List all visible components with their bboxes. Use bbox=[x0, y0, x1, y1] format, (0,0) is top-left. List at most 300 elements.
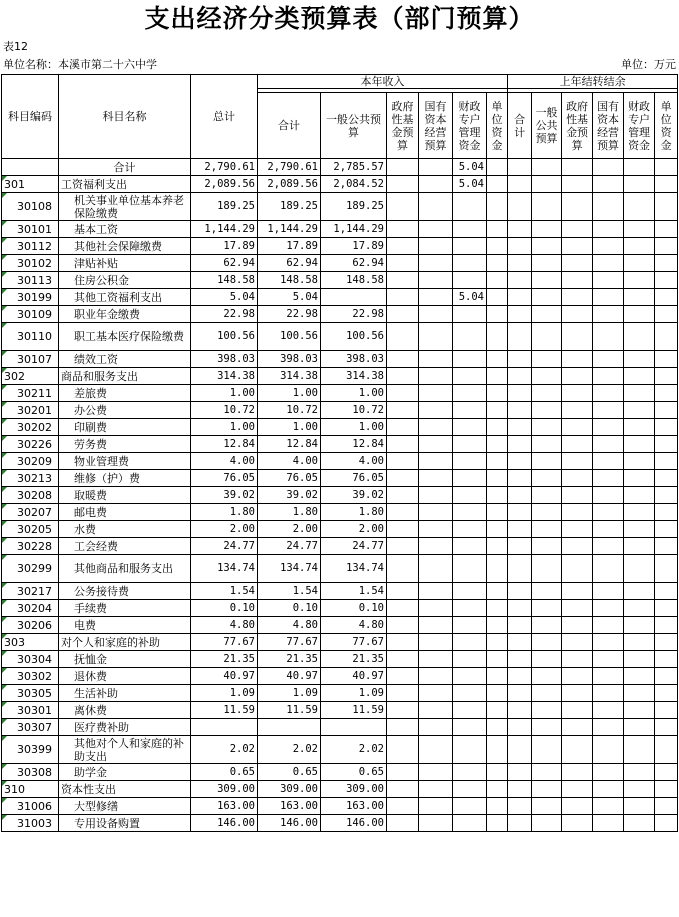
cell-prev-state-capital bbox=[593, 289, 624, 306]
cell-code-text: 30101 bbox=[17, 222, 52, 236]
cell-total bbox=[191, 521, 258, 538]
cell-cur-gov-fund bbox=[387, 538, 419, 555]
cell-cur-general-text: 10.72 bbox=[352, 403, 384, 416]
header-prev-year: 上年结转结余 bbox=[508, 75, 678, 89]
cell-marker-icon bbox=[2, 798, 7, 803]
cell-prev-fiscal-account bbox=[624, 368, 655, 385]
cell-cur-gov-fund bbox=[387, 272, 419, 289]
cell-total-text: 1.80 bbox=[229, 505, 255, 518]
cell-cur-gov-fund bbox=[387, 487, 419, 504]
cell-prev-state-capital bbox=[593, 521, 624, 538]
table-row bbox=[2, 351, 678, 368]
cell-total bbox=[191, 193, 258, 221]
cell-cur-fiscal-account bbox=[453, 583, 487, 600]
cell-cur-general-text: 39.02 bbox=[352, 488, 384, 501]
cell-prev-fiscal-account bbox=[624, 159, 655, 176]
cell-cur-general-text: 1.54 bbox=[358, 584, 384, 597]
cell-cur-sum-text: 21.35 bbox=[286, 652, 318, 665]
table-header bbox=[2, 75, 678, 159]
cell-cur-general bbox=[321, 685, 387, 702]
cell-cur-sum bbox=[258, 470, 321, 487]
cell-code-text: 302 bbox=[4, 369, 25, 383]
cell-cur-unit-fund bbox=[487, 470, 508, 487]
cell-cur-fiscal-account bbox=[453, 538, 487, 555]
cell-name bbox=[59, 385, 191, 402]
cell-name bbox=[59, 555, 191, 583]
cell-cur-general bbox=[321, 736, 387, 764]
cell-cur-fiscal-account bbox=[453, 521, 487, 538]
cell-cur-state-capital bbox=[419, 555, 453, 583]
cell-cur-state-capital bbox=[419, 504, 453, 521]
cell-prev-gov-fund bbox=[562, 470, 593, 487]
cell-cur-sum-text: 1,144.29 bbox=[267, 222, 318, 235]
cell-cur-state-capital bbox=[419, 538, 453, 555]
cell-total-text: 146.00 bbox=[217, 816, 255, 829]
cell-prev-gov-fund bbox=[562, 351, 593, 368]
cell-prev-state-capital bbox=[593, 487, 624, 504]
cell-prev-unit-fund bbox=[655, 600, 678, 617]
cell-code-text: 30226 bbox=[17, 437, 52, 451]
cell-cur-unit-fund bbox=[487, 221, 508, 238]
cell-cur-sum-text: 2.00 bbox=[292, 522, 318, 535]
cell-cur-fiscal-account bbox=[453, 668, 487, 685]
cell-prev-general bbox=[532, 685, 562, 702]
cell-marker-icon bbox=[2, 193, 7, 198]
cell-cur-unit-fund bbox=[487, 781, 508, 798]
cell-total-text: 21.35 bbox=[223, 652, 255, 665]
cell-cur-general-text: 2.02 bbox=[358, 743, 384, 755]
cell-cur-sum bbox=[258, 798, 321, 815]
cell-prev-general bbox=[532, 736, 562, 764]
cell-prev-unit-fund bbox=[655, 453, 678, 470]
cell-cur-state-capital bbox=[419, 521, 453, 538]
header-cur-unit-fund: 单位资金 bbox=[487, 93, 508, 159]
cell-cur-fiscal-account bbox=[453, 617, 487, 634]
cell-prev-unit-fund bbox=[655, 504, 678, 521]
cell-code-text: 31006 bbox=[17, 799, 52, 813]
cell-prev-gov-fund bbox=[562, 583, 593, 600]
cell-prev-general bbox=[532, 351, 562, 368]
cell-code bbox=[2, 781, 59, 798]
cell-cur-state-capital bbox=[419, 651, 453, 668]
cell-cur-sum bbox=[258, 538, 321, 555]
cell-cur-fiscal-account bbox=[453, 402, 487, 419]
cell-cur-gov-fund bbox=[387, 504, 419, 521]
cell-marker-icon bbox=[2, 238, 7, 243]
cell-marker-icon bbox=[2, 685, 7, 690]
cell-name bbox=[59, 798, 191, 815]
cell-cur-sum bbox=[258, 487, 321, 504]
cell-name bbox=[59, 176, 191, 193]
cell-code-text: 30213 bbox=[17, 471, 52, 485]
cell-cur-general bbox=[321, 402, 387, 419]
table-row bbox=[2, 323, 678, 351]
table-row bbox=[2, 600, 678, 617]
cell-prev-general bbox=[532, 634, 562, 651]
cell-code-text: 30301 bbox=[17, 703, 52, 717]
cell-prev-state-capital bbox=[593, 719, 624, 736]
cell-prev-gov-fund bbox=[562, 368, 593, 385]
cell-code bbox=[2, 436, 59, 453]
cell-name-text: 助学金 bbox=[74, 765, 107, 779]
cell-cur-unit-fund bbox=[487, 385, 508, 402]
cell-code-text: 30108 bbox=[17, 200, 52, 213]
cell-prev-fiscal-account bbox=[624, 385, 655, 402]
cell-cur-sum-text: 0.65 bbox=[292, 765, 318, 778]
cell-code-text: 30228 bbox=[17, 539, 52, 553]
cell-total bbox=[191, 583, 258, 600]
cell-code-text: 30305 bbox=[17, 686, 52, 700]
cell-cur-general bbox=[321, 419, 387, 436]
cell-cur-general-text: 22.98 bbox=[352, 307, 384, 320]
cell-name-text: 住房公积金 bbox=[74, 273, 129, 287]
cell-cur-sum-text: 4.80 bbox=[292, 618, 318, 631]
cell-cur-state-capital bbox=[419, 368, 453, 385]
cell-cur-unit-fund bbox=[487, 255, 508, 272]
cell-total bbox=[191, 487, 258, 504]
cell-prev-unit-fund bbox=[655, 306, 678, 323]
cell-cur-state-capital bbox=[419, 736, 453, 764]
cell-cur-general-text: 12.84 bbox=[352, 437, 384, 450]
cell-name bbox=[59, 402, 191, 419]
cell-marker-icon bbox=[2, 617, 7, 622]
cell-cur-fiscal-account bbox=[453, 306, 487, 323]
cell-prev-fiscal-account bbox=[624, 272, 655, 289]
cell-total bbox=[191, 764, 258, 781]
cell-marker-icon bbox=[2, 538, 7, 543]
table-row bbox=[2, 798, 678, 815]
cell-prev-sum bbox=[508, 436, 532, 453]
table-row bbox=[2, 368, 678, 385]
cell-cur-fiscal-account bbox=[453, 436, 487, 453]
cell-name bbox=[59, 487, 191, 504]
cell-prev-sum bbox=[508, 634, 532, 651]
cell-name bbox=[59, 634, 191, 651]
cell-cur-gov-fund bbox=[387, 453, 419, 470]
cell-prev-fiscal-account bbox=[624, 323, 655, 351]
cell-code bbox=[2, 521, 59, 538]
cell-prev-unit-fund bbox=[655, 385, 678, 402]
cell-cur-gov-fund bbox=[387, 583, 419, 600]
cell-total-text: 2.02 bbox=[229, 743, 255, 755]
cell-cur-unit-fund bbox=[487, 600, 508, 617]
cell-total-text: 134.74 bbox=[217, 562, 255, 574]
cell-cur-unit-fund bbox=[487, 617, 508, 634]
cell-total-text: 24.77 bbox=[223, 539, 255, 552]
cell-prev-unit-fund bbox=[655, 634, 678, 651]
cell-prev-general bbox=[532, 368, 562, 385]
table-row bbox=[2, 289, 678, 306]
table-row bbox=[2, 453, 678, 470]
cell-prev-gov-fund bbox=[562, 238, 593, 255]
cell-cur-state-capital bbox=[419, 385, 453, 402]
cell-prev-unit-fund bbox=[655, 668, 678, 685]
cell-prev-sum bbox=[508, 306, 532, 323]
cell-prev-state-capital bbox=[593, 583, 624, 600]
cell-cur-sum-text: 22.98 bbox=[286, 307, 318, 320]
cell-cur-sum bbox=[258, 306, 321, 323]
cell-prev-unit-fund bbox=[655, 193, 678, 221]
cell-total bbox=[191, 504, 258, 521]
cell-prev-gov-fund bbox=[562, 255, 593, 272]
cell-prev-sum bbox=[508, 617, 532, 634]
cell-prev-unit-fund bbox=[655, 617, 678, 634]
table-row bbox=[2, 504, 678, 521]
cell-cur-sum bbox=[258, 651, 321, 668]
cell-name bbox=[59, 651, 191, 668]
cell-code bbox=[2, 289, 59, 306]
cell-cur-general bbox=[321, 255, 387, 272]
cell-prev-unit-fund bbox=[655, 764, 678, 781]
cell-cur-gov-fund bbox=[387, 289, 419, 306]
cell-prev-gov-fund bbox=[562, 634, 593, 651]
cell-total-text: 4.80 bbox=[229, 618, 255, 631]
cell-code-text: 30399 bbox=[17, 743, 52, 756]
cell-cur-state-capital bbox=[419, 798, 453, 815]
cell-prev-fiscal-account bbox=[624, 453, 655, 470]
cell-prev-fiscal-account bbox=[624, 781, 655, 798]
table-row bbox=[2, 736, 678, 764]
cell-cur-general-text: 62.94 bbox=[352, 256, 384, 269]
cell-name bbox=[59, 453, 191, 470]
cell-prev-state-capital bbox=[593, 504, 624, 521]
cell-name-text: 邮电费 bbox=[74, 505, 107, 519]
cell-cur-gov-fund bbox=[387, 221, 419, 238]
cell-name bbox=[59, 719, 191, 736]
cell-cur-general bbox=[321, 176, 387, 193]
cell-cur-state-capital bbox=[419, 815, 453, 832]
cell-total-text: 1,144.29 bbox=[204, 222, 255, 235]
cell-prev-gov-fund bbox=[562, 385, 593, 402]
cell-prev-unit-fund bbox=[655, 702, 678, 719]
cell-code-text: 30112 bbox=[17, 239, 52, 253]
cell-prev-state-capital bbox=[593, 702, 624, 719]
cell-prev-general bbox=[532, 781, 562, 798]
cell-cur-unit-fund bbox=[487, 504, 508, 521]
cell-cur-sum bbox=[258, 351, 321, 368]
cell-prev-fiscal-account bbox=[624, 470, 655, 487]
table-row bbox=[2, 555, 678, 583]
cell-cur-state-capital bbox=[419, 159, 453, 176]
cell-cur-general-text: 163.00 bbox=[346, 799, 384, 812]
cell-code-text: 310 bbox=[4, 782, 25, 796]
cell-prev-fiscal-account bbox=[624, 798, 655, 815]
table-row bbox=[2, 702, 678, 719]
cell-cur-sum-text: 1.00 bbox=[292, 420, 318, 433]
cell-prev-general bbox=[532, 221, 562, 238]
cell-prev-sum bbox=[508, 798, 532, 815]
cell-name-text: 维修（护）费 bbox=[74, 471, 140, 485]
cell-prev-gov-fund bbox=[562, 651, 593, 668]
cell-cur-sum bbox=[258, 815, 321, 832]
cell-prev-general bbox=[532, 176, 562, 193]
cell-marker-icon bbox=[2, 815, 7, 820]
cell-name bbox=[59, 736, 191, 764]
cell-cur-fiscal-account-text: 5.04 bbox=[458, 177, 484, 190]
cell-code-text: 30109 bbox=[17, 307, 52, 321]
cell-cur-unit-fund bbox=[487, 815, 508, 832]
cell-prev-gov-fund bbox=[562, 600, 593, 617]
cell-prev-unit-fund bbox=[655, 323, 678, 351]
cell-marker-icon bbox=[2, 764, 7, 769]
cell-cur-general bbox=[321, 815, 387, 832]
cell-name-text: 生活补助 bbox=[74, 686, 118, 700]
cell-prev-general bbox=[532, 719, 562, 736]
cell-name-text: 其他社会保障缴费 bbox=[74, 239, 162, 253]
cell-prev-sum bbox=[508, 272, 532, 289]
cell-code bbox=[2, 651, 59, 668]
cell-cur-general bbox=[321, 583, 387, 600]
cell-cur-gov-fund bbox=[387, 815, 419, 832]
cell-cur-unit-fund bbox=[487, 719, 508, 736]
cell-total bbox=[191, 453, 258, 470]
cell-prev-general bbox=[532, 402, 562, 419]
cell-name-text: 手续费 bbox=[74, 601, 107, 615]
cell-code-text: 30308 bbox=[17, 765, 52, 779]
cell-cur-unit-fund bbox=[487, 272, 508, 289]
cell-total-text: 100.56 bbox=[217, 330, 255, 342]
cell-prev-general bbox=[532, 385, 562, 402]
cell-cur-general bbox=[321, 368, 387, 385]
cell-prev-gov-fund bbox=[562, 504, 593, 521]
cell-name-text: 印刷费 bbox=[74, 420, 107, 434]
cell-name-text: 资本性支出 bbox=[61, 782, 116, 796]
cell-marker-icon bbox=[2, 668, 7, 673]
cell-cur-state-capital bbox=[419, 470, 453, 487]
cell-cur-state-capital bbox=[419, 419, 453, 436]
cell-total-text: 2,790.61 bbox=[204, 160, 255, 173]
cell-cur-general bbox=[321, 453, 387, 470]
cell-cur-fiscal-account bbox=[453, 600, 487, 617]
cell-marker-icon bbox=[2, 470, 7, 475]
cell-cur-gov-fund bbox=[387, 651, 419, 668]
cell-code-text: 30204 bbox=[17, 601, 52, 615]
table-row bbox=[2, 583, 678, 600]
cell-code bbox=[2, 702, 59, 719]
cell-prev-gov-fund bbox=[562, 668, 593, 685]
cell-prev-sum bbox=[508, 815, 532, 832]
cell-prev-state-capital bbox=[593, 651, 624, 668]
table-row bbox=[2, 419, 678, 436]
table-row bbox=[2, 306, 678, 323]
cell-code bbox=[2, 470, 59, 487]
cell-cur-fiscal-account bbox=[453, 368, 487, 385]
cell-total-text: 62.94 bbox=[223, 256, 255, 269]
cell-prev-general bbox=[532, 764, 562, 781]
table-row bbox=[2, 815, 678, 832]
cell-prev-general bbox=[532, 538, 562, 555]
cell-cur-general bbox=[321, 798, 387, 815]
cell-cur-sum-text: 314.38 bbox=[280, 369, 318, 382]
cell-total-text: 2.00 bbox=[229, 522, 255, 535]
cell-name bbox=[59, 289, 191, 306]
cell-code-text: 30299 bbox=[17, 562, 52, 575]
cell-cur-gov-fund bbox=[387, 419, 419, 436]
cell-total bbox=[191, 255, 258, 272]
table-row bbox=[2, 385, 678, 402]
cell-cur-general bbox=[321, 193, 387, 221]
cell-cur-unit-fund bbox=[487, 436, 508, 453]
cell-code-text: 30209 bbox=[17, 454, 52, 468]
cell-marker-icon bbox=[2, 702, 7, 707]
cell-code bbox=[2, 504, 59, 521]
cell-cur-fiscal-account bbox=[453, 221, 487, 238]
cell-cur-fiscal-account bbox=[453, 781, 487, 798]
cell-prev-unit-fund bbox=[655, 555, 678, 583]
cell-cur-unit-fund bbox=[487, 453, 508, 470]
cell-prev-state-capital bbox=[593, 736, 624, 764]
cell-prev-fiscal-account bbox=[624, 764, 655, 781]
cell-cur-sum bbox=[258, 600, 321, 617]
cell-cur-general bbox=[321, 289, 387, 306]
cell-prev-unit-fund bbox=[655, 419, 678, 436]
cell-total bbox=[191, 238, 258, 255]
cell-code bbox=[2, 487, 59, 504]
cell-total-text: 12.84 bbox=[223, 437, 255, 450]
cell-code-text: 30110 bbox=[17, 330, 52, 343]
cell-total-text: 1.00 bbox=[229, 420, 255, 433]
cell-name bbox=[59, 436, 191, 453]
cell-code-text: 31003 bbox=[17, 816, 52, 830]
cell-prev-sum bbox=[508, 193, 532, 221]
cell-cur-sum-text: 2,790.61 bbox=[267, 160, 318, 173]
cell-total bbox=[191, 289, 258, 306]
cell-cur-general-text: 1.00 bbox=[358, 386, 384, 399]
cell-cur-gov-fund bbox=[387, 238, 419, 255]
cell-total bbox=[191, 798, 258, 815]
cell-cur-gov-fund bbox=[387, 719, 419, 736]
table-row bbox=[2, 538, 678, 555]
cell-prev-state-capital bbox=[593, 238, 624, 255]
cell-prev-sum bbox=[508, 487, 532, 504]
header-prev-unit-fund: 单位资金 bbox=[655, 93, 678, 159]
cell-prev-state-capital bbox=[593, 272, 624, 289]
cell-total bbox=[191, 306, 258, 323]
cell-prev-fiscal-account bbox=[624, 176, 655, 193]
cell-total-text: 163.00 bbox=[217, 799, 255, 812]
cell-prev-unit-fund bbox=[655, 815, 678, 832]
cell-prev-sum bbox=[508, 351, 532, 368]
cell-cur-sum bbox=[258, 368, 321, 385]
cell-prev-gov-fund bbox=[562, 815, 593, 832]
cell-prev-fiscal-account bbox=[624, 351, 655, 368]
cell-name-text: 大型修缮 bbox=[74, 799, 118, 813]
cell-prev-general bbox=[532, 306, 562, 323]
cell-prev-gov-fund bbox=[562, 719, 593, 736]
cell-prev-state-capital bbox=[593, 255, 624, 272]
cell-prev-gov-fund bbox=[562, 702, 593, 719]
cell-cur-sum bbox=[258, 385, 321, 402]
cell-prev-unit-fund bbox=[655, 221, 678, 238]
cell-cur-state-capital bbox=[419, 617, 453, 634]
cell-cur-state-capital bbox=[419, 436, 453, 453]
cell-name-text: 专用设备购置 bbox=[74, 816, 140, 830]
cell-cur-sum-text: 1.00 bbox=[292, 386, 318, 399]
cell-cur-sum bbox=[258, 323, 321, 351]
cell-cur-gov-fund bbox=[387, 668, 419, 685]
cell-cur-fiscal-account bbox=[453, 255, 487, 272]
cell-code bbox=[2, 736, 59, 764]
cell-cur-sum bbox=[258, 436, 321, 453]
cell-cur-sum-text: 5.04 bbox=[292, 290, 318, 303]
table-row bbox=[2, 764, 678, 781]
cell-cur-general-text: 1,144.29 bbox=[333, 222, 384, 235]
cell-prev-gov-fund bbox=[562, 617, 593, 634]
table-row bbox=[2, 193, 678, 221]
cell-total-text: 40.97 bbox=[223, 669, 255, 682]
cell-prev-sum bbox=[508, 238, 532, 255]
cell-cur-sum bbox=[258, 289, 321, 306]
